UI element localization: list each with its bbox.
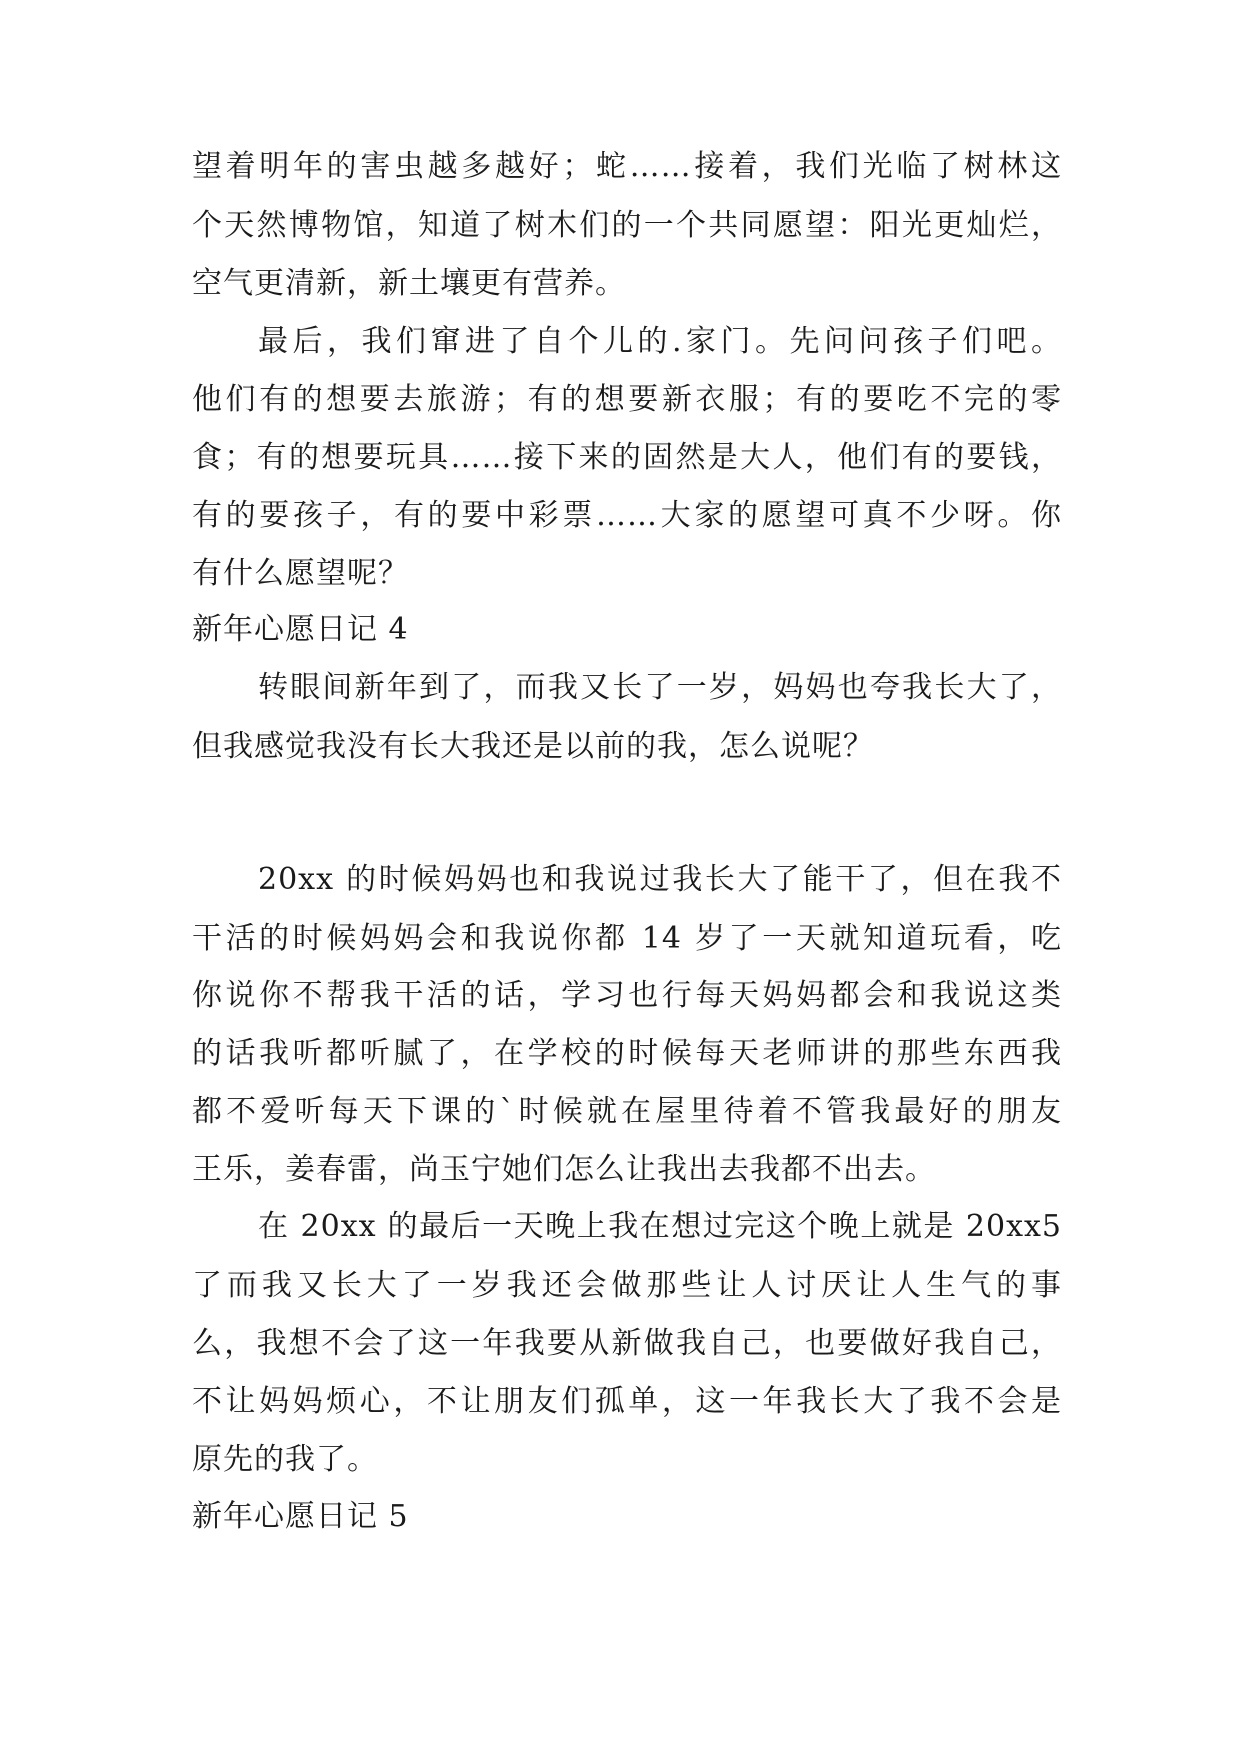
paragraph-first-line: 最后，我们窜进了自个儿的.家门。先问问孩子们吧。 <box>258 324 1062 359</box>
text-line: 干活的时候妈妈会和我说你都 14 岁了一天就知道玩看，吃 <box>192 921 1062 956</box>
text-line: 你说你不帮我干活的话，学习也行每天妈妈都会和我说这类 <box>192 978 1062 1013</box>
text-line: 原先的我了。 <box>192 1442 378 1477</box>
text-line: 么，我想不会了这一年我要从新做我自己，也要做好我自己， <box>192 1326 1062 1361</box>
text-line: 王乐，姜春雷，尚玉宁她们怎么让我出去我都不出去。 <box>192 1152 936 1187</box>
text-line: 有什么愿望呢？ <box>192 556 409 591</box>
text-line: 不让妈妈烦心，不让朋友们孤单，这一年我长大了我不会是 <box>192 1384 1062 1419</box>
text-line: 都不爱听每天下课的`时候就在屋里待着不管我最好的朋友 <box>192 1094 1062 1129</box>
text-line: 但我感觉我没有长大我还是以前的我，怎么说呢？ <box>192 729 874 764</box>
text-line: 他们有的想要去旅游；有的想要新衣服；有的要吃不完的零 <box>192 382 1062 417</box>
text-line: 有的要孩子，有的要中彩票……大家的愿望可真不少呀。你 <box>192 498 1062 533</box>
section-heading: 新年心愿日记 5 <box>192 1499 409 1534</box>
text-line: 空气更清新，新土壤更有营养。 <box>192 266 626 301</box>
text-line: 个天然博物馆，知道了树木们的一个共同愿望：阳光更灿烂， <box>192 208 1062 243</box>
paragraph-first-line: 在 20xx 的最后一天晚上我在想过完这个晚上就是 20xx5 <box>258 1209 1062 1244</box>
text-line: 望着明年的害虫越多越好；蛇……接着，我们光临了树林这 <box>192 149 1062 184</box>
paragraph-first-line: 转眼间新年到了，而我又长了一岁，妈妈也夸我长大了， <box>258 670 1062 705</box>
text-line: 食；有的想要玩具……接下来的固然是大人，他们有的要钱， <box>192 440 1062 475</box>
section-heading: 新年心愿日记 4 <box>192 612 409 647</box>
text-line: 的话我听都听腻了，在学校的时候每天老师讲的那些东西我 <box>192 1036 1062 1071</box>
paragraph-first-line: 20xx 的时候妈妈也和我说过我长大了能干了，但在我不 <box>258 862 1062 897</box>
text-line: 了而我又长大了一岁我还会做那些让人讨厌让人生气的事 <box>192 1268 1062 1303</box>
